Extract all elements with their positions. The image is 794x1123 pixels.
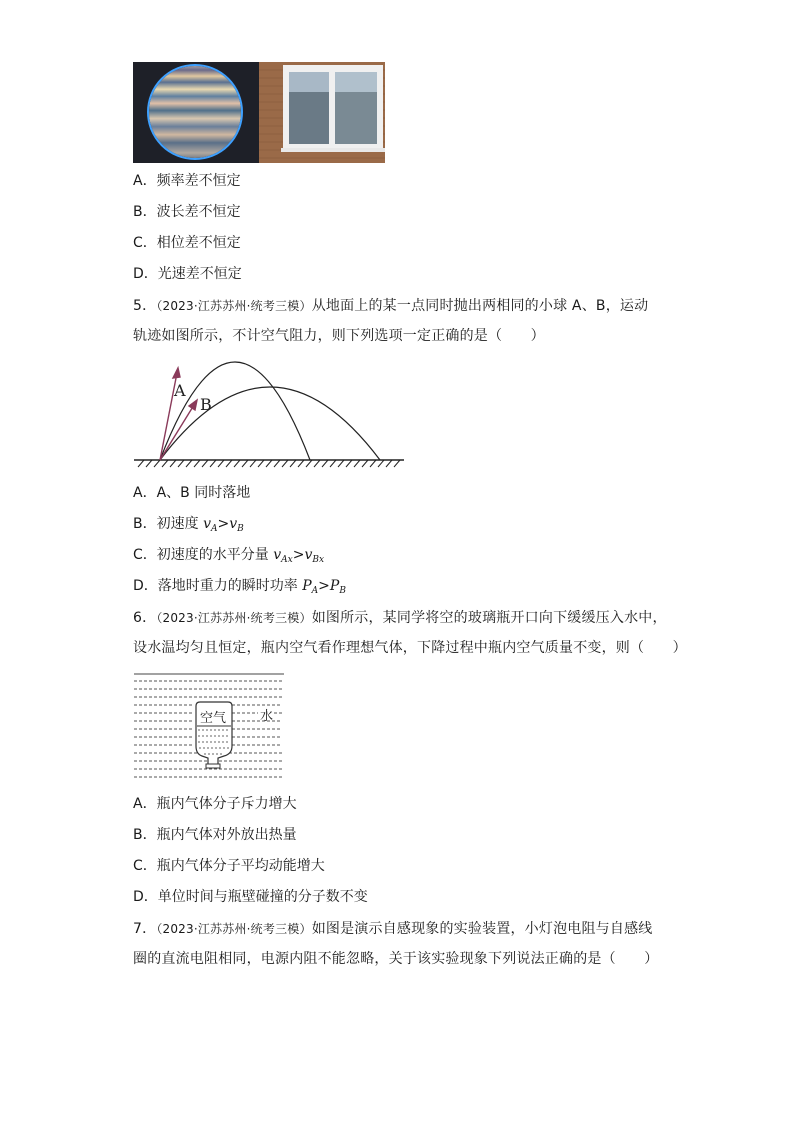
q7-stem-text1: 如图是演示自感现象的实验装置，小灯泡电阻与自感线: [311, 921, 653, 937]
q5-option-b-v: v: [203, 516, 211, 532]
q5-option-c-gt: >: [292, 547, 305, 563]
q5-option-d-gt: >: [318, 578, 330, 594]
q6-stem-line1: [133, 609, 667, 627]
q6-option-d: D．单位时间与瓶壁碰撞的分子数不变: [133, 889, 368, 905]
q5-stem-line2: 轨迹如图所示，不计空气阻力，则下列选项一定正确的是（ ）: [133, 328, 545, 344]
q6-stem-text1: 如图所示，某同学将空的玻璃瓶开口向下缓缓压入水中，: [311, 610, 667, 626]
q5-option-c-text: C．初速度的水平分量: [133, 547, 274, 563]
q6-option-b: B．瓶内气体对外放出热量: [133, 827, 297, 843]
q5-option-a: A．A、B 同时落地: [133, 485, 251, 501]
q5-option-b-sub-a: A: [210, 524, 218, 534]
q5-fig-label-a: A: [174, 381, 186, 400]
q6-option-c: C．瓶内气体分子平均动能增大: [133, 858, 325, 874]
q4-option-a: A．频率差不恒定: [133, 173, 241, 189]
q7-source: （2023·江苏苏州·统考三模）: [156, 922, 312, 936]
q4-option-b: B．波长差不恒定: [133, 204, 241, 220]
q5-option-d-sub-a: A: [311, 586, 319, 596]
q5-source: （2023·江苏苏州·统考三模）: [156, 299, 312, 313]
q6-fig-label-air: 空气: [200, 711, 227, 726]
q5-fig-label-b: B: [200, 395, 212, 414]
q5-option-c: [133, 546, 324, 569]
q6-bottle-figure: [132, 670, 288, 782]
q6-fig-label-water: 水: [260, 709, 274, 724]
q7-number: 7．: [133, 921, 157, 937]
q5-option-c-v: v: [273, 547, 282, 563]
q7-stem-line1: [133, 920, 653, 938]
q5-option-b-text: B．初速度: [133, 516, 204, 532]
q5-option-c-sub-ax: Ax: [281, 555, 293, 565]
q5-trajectory-figure: [130, 350, 406, 468]
q5-option-d-p2: P: [329, 578, 340, 594]
interference-and-window-photos: [133, 62, 385, 163]
q5-option-b-sub-b: B: [237, 524, 244, 534]
q6-stem-line2: 设水温均匀且恒定，瓶内空气看作理想气体，下降过程中瓶内空气质量不变，则（ ）: [133, 640, 687, 656]
q5-stem-text1: 从地面上的某一点同时抛出两相同的小球 A、B，运动: [311, 298, 649, 314]
q5-option-c-sub-bx: Bx: [312, 555, 325, 565]
q4-option-d: D．光速差不恒定: [133, 266, 242, 282]
q4-photos: [133, 62, 385, 163]
q5-option-d: [133, 577, 346, 600]
q7-stem-line2: 圈的直流电阻相同，电源内阻不能忽略，关于该实验现象下列说法正确的是（ ）: [133, 951, 659, 967]
q5-option-d-sub-b: B: [339, 586, 346, 596]
q5-option-d-text: D．落地时重力的瞬时功率: [133, 578, 303, 594]
q5-stem-line1: [133, 297, 648, 315]
q5-option-b: [133, 515, 244, 538]
q5-option-c-v2: v: [304, 547, 313, 563]
q5-option-b-gt: >: [217, 516, 230, 532]
q5-option-b-v2: v: [229, 516, 238, 532]
q6-source: （2023·江苏苏州·统考三模）: [156, 611, 312, 625]
q5-option-d-p: P: [302, 578, 312, 594]
q5-number: 5．: [133, 298, 157, 314]
q6-number: 6．: [133, 610, 157, 626]
q6-option-a: A．瓶内气体分子斥力增大: [133, 796, 297, 812]
q4-option-c: C．相位差不恒定: [133, 235, 241, 251]
